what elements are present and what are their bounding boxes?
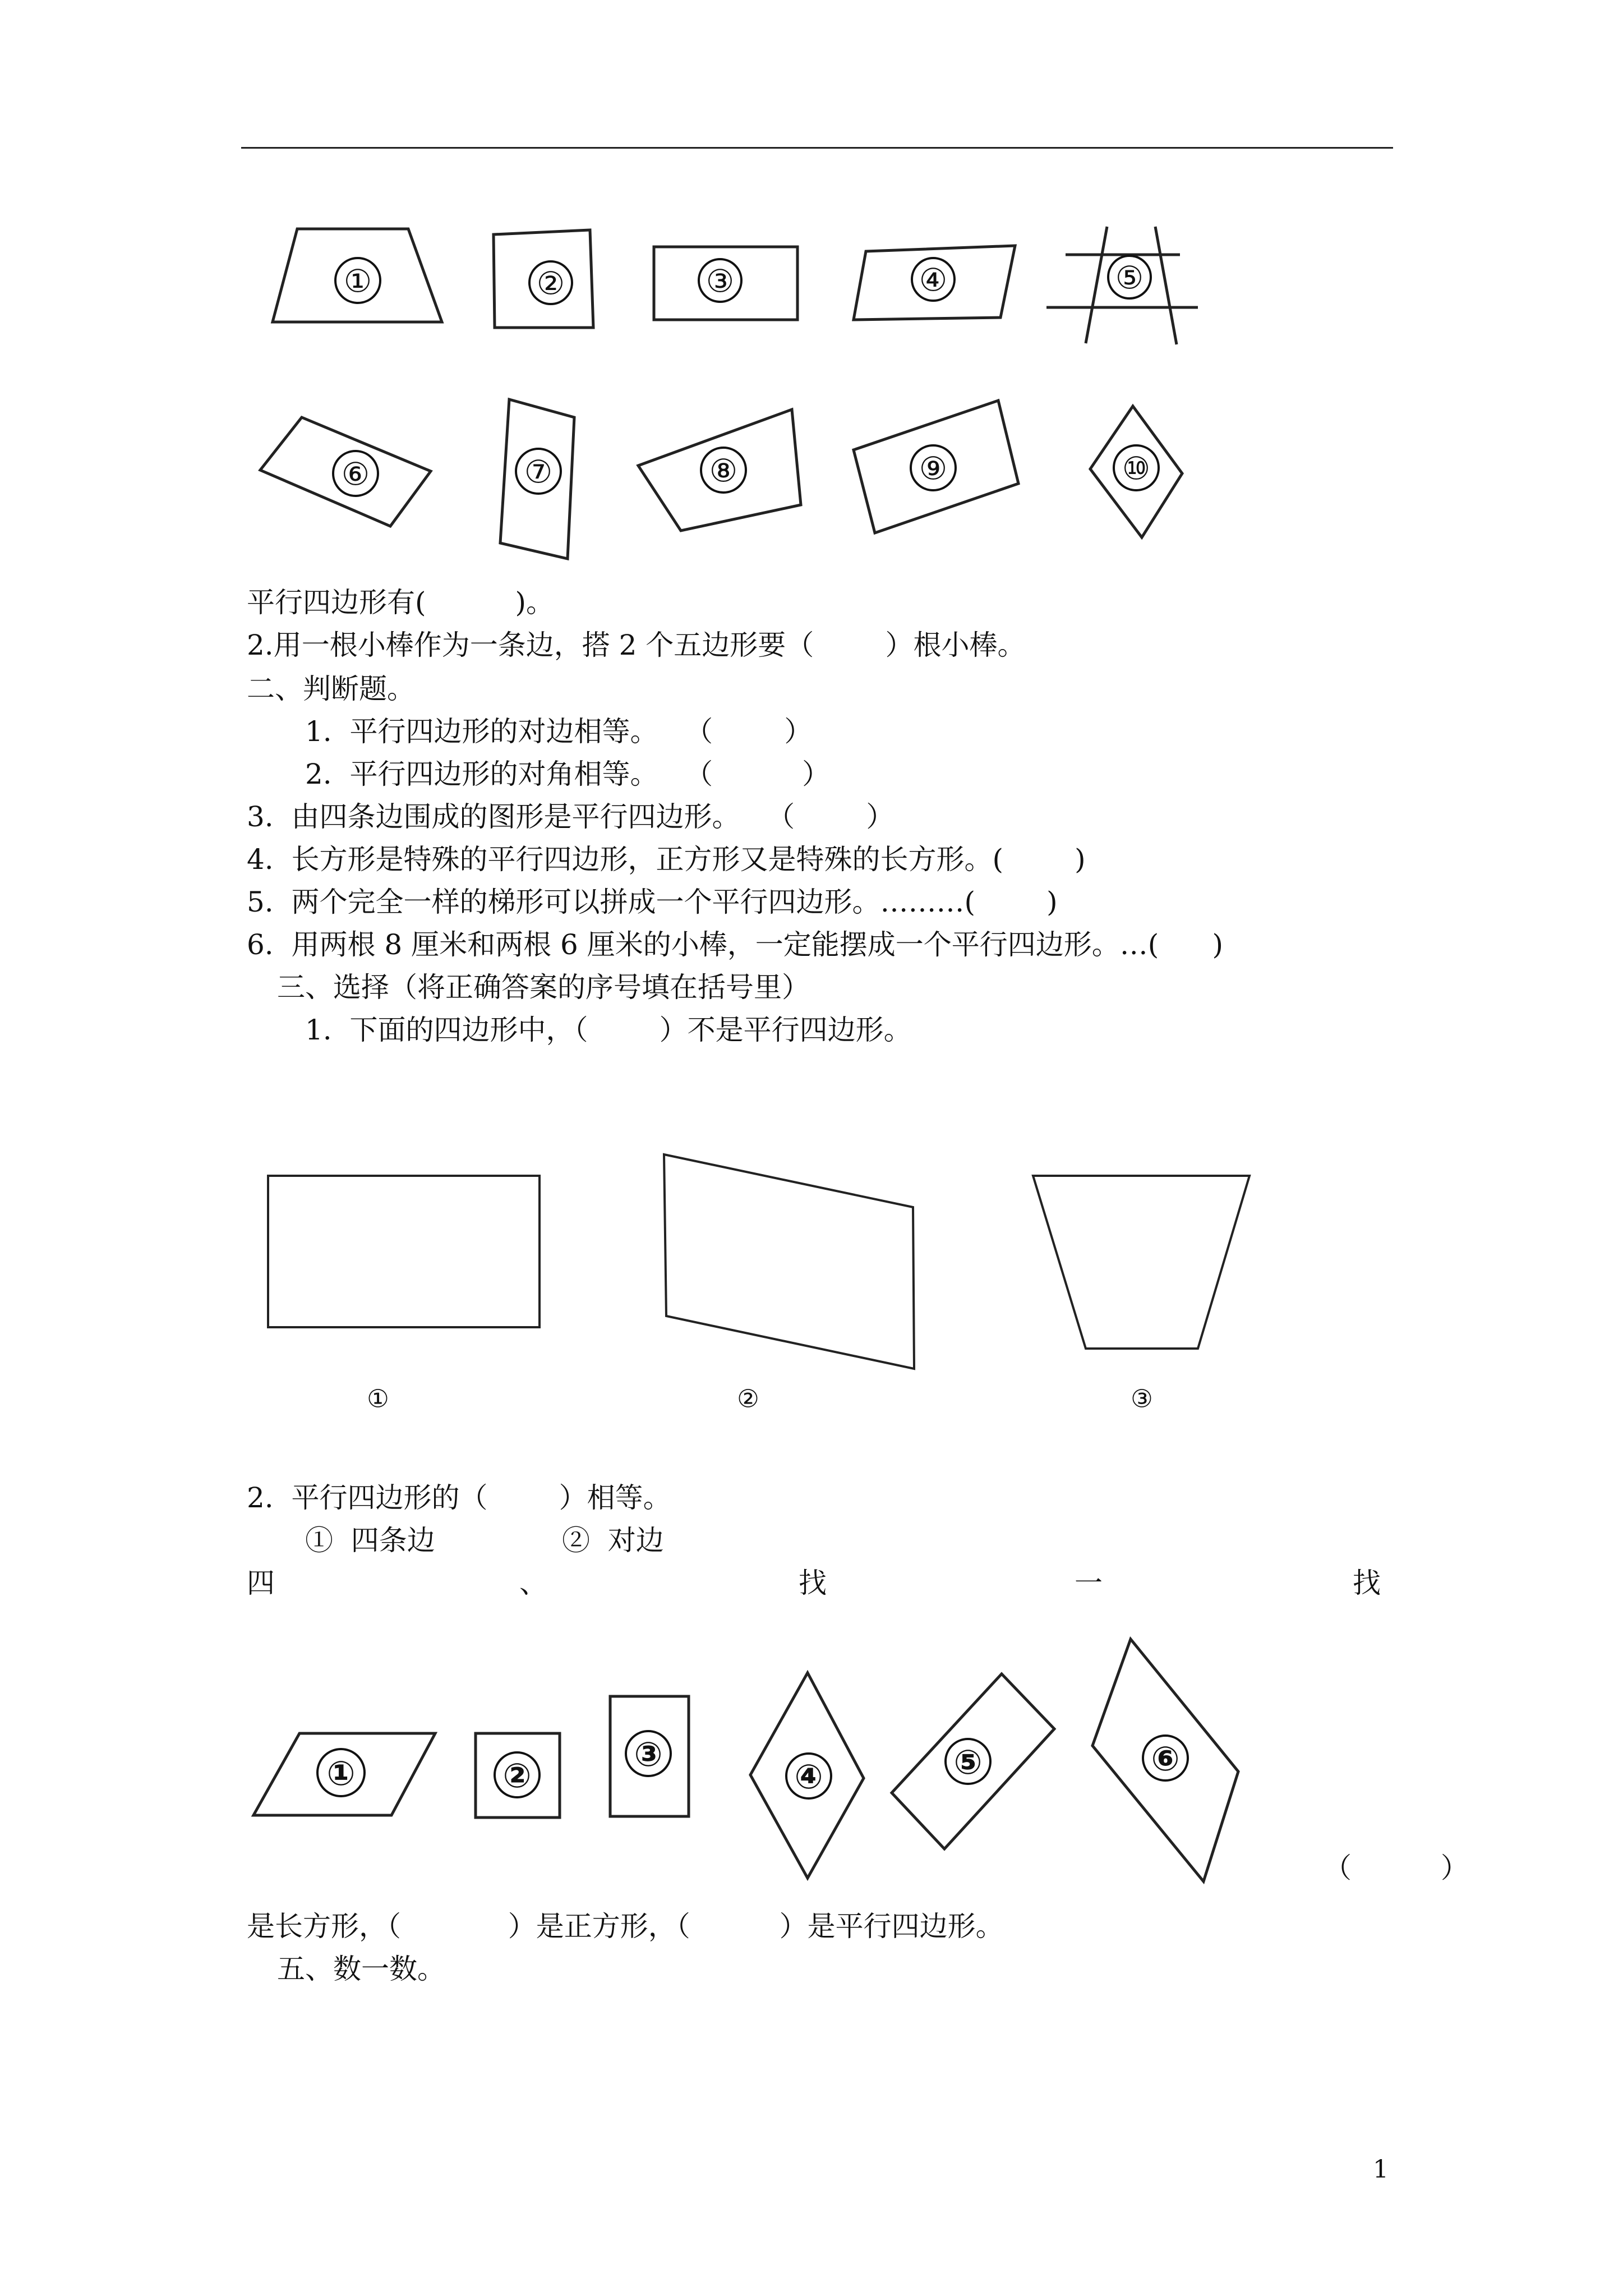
choice-q2: 2. 平行四边形的（ ）相等。	[247, 1481, 671, 1514]
section4-heading-char-3: 找	[799, 1567, 827, 1599]
choice-q1: 1. 下面的四边形中，（ ）不是平行四边形。	[305, 1014, 912, 1046]
find-label-1: ①	[326, 1754, 356, 1793]
section4-heading-char-4: 一	[1075, 1567, 1103, 1599]
judge-item-1: 1. 平行四边形的对边相等。 （ ）	[305, 715, 813, 748]
judge-item-6: 6. 用两根 8 厘米和两根 6 厘米的小棒，一定能摆成一个平行四边形。…( )	[247, 928, 1224, 961]
choice-label-3: ③	[1131, 1384, 1153, 1414]
find-shape-labels	[317, 1731, 1188, 1798]
section4-heading-char-2: 、	[519, 1567, 547, 1599]
section4-answer-line: 是长方形，（ ）是正方形，（ ）是平行四边形。	[247, 1910, 1004, 1943]
judge-item-5: 5. 两个完全一样的梯形可以拼成一个平行四边形。………( )	[247, 886, 1058, 918]
section4-answer-paren: （ ）	[1324, 1852, 1469, 1884]
choice-3-trapezoid	[1033, 1176, 1249, 1349]
q-parallelogram-list: 平行四边形有( )。	[247, 586, 554, 619]
judge-item-4: 4. 长方形是特殊的平行四边形，正方形又是特殊的长方形。( )	[247, 843, 1086, 876]
label-4: ④	[919, 262, 948, 299]
label-7: ⑦	[524, 454, 553, 491]
find-label-3: ③	[634, 1735, 663, 1774]
choice-q2-option-2: ② 对边	[562, 1524, 664, 1557]
label-3: ③	[706, 263, 735, 300]
page-number: 1	[1373, 2155, 1389, 2184]
section4-heading-char-1: 四	[247, 1567, 275, 1599]
choice-q2-option-1: ① 四条边	[305, 1524, 435, 1557]
section3-title: 三、选择（将正确答案的序号填在括号里）	[277, 971, 810, 1004]
choice-2-parallelogram	[664, 1154, 914, 1369]
label-1: ①	[343, 263, 372, 300]
section5-title: 五、数一数。	[277, 1953, 445, 1985]
judge-item-2: 2. 平行四边形的对角相等。 （ ）	[305, 758, 831, 790]
label-5: ⑤	[1115, 260, 1144, 297]
section4-heading-char-5: 找	[1353, 1567, 1381, 1599]
label-10: ⑩	[1122, 450, 1151, 487]
find-label-5: ⑤	[953, 1743, 983, 1782]
section1-labels	[333, 256, 1159, 496]
label-6: ⑥	[341, 456, 370, 493]
label-9: ⑨	[919, 450, 948, 487]
choice-1-rectangle	[268, 1176, 540, 1327]
find-label-2: ②	[502, 1756, 532, 1796]
judge-item-3: 3. 由四条边围成的图形是平行四边形。 （ ）	[247, 800, 895, 833]
label-8: ⑧	[709, 453, 738, 490]
section2-title: 二、判断题。	[247, 673, 415, 705]
choice-label-2: ②	[737, 1384, 759, 1414]
find-label-6: ⑥	[1151, 1740, 1180, 1779]
choice-label-1: ①	[367, 1384, 389, 1414]
q-pentagon-sticks: 2.用一根小棒作为一条边，搭 2 个五边形要（ ）根小棒。	[247, 629, 1026, 661]
label-2: ②	[536, 265, 565, 302]
find-label-4: ④	[794, 1757, 823, 1797]
choice-labels	[367, 1385, 1152, 1414]
